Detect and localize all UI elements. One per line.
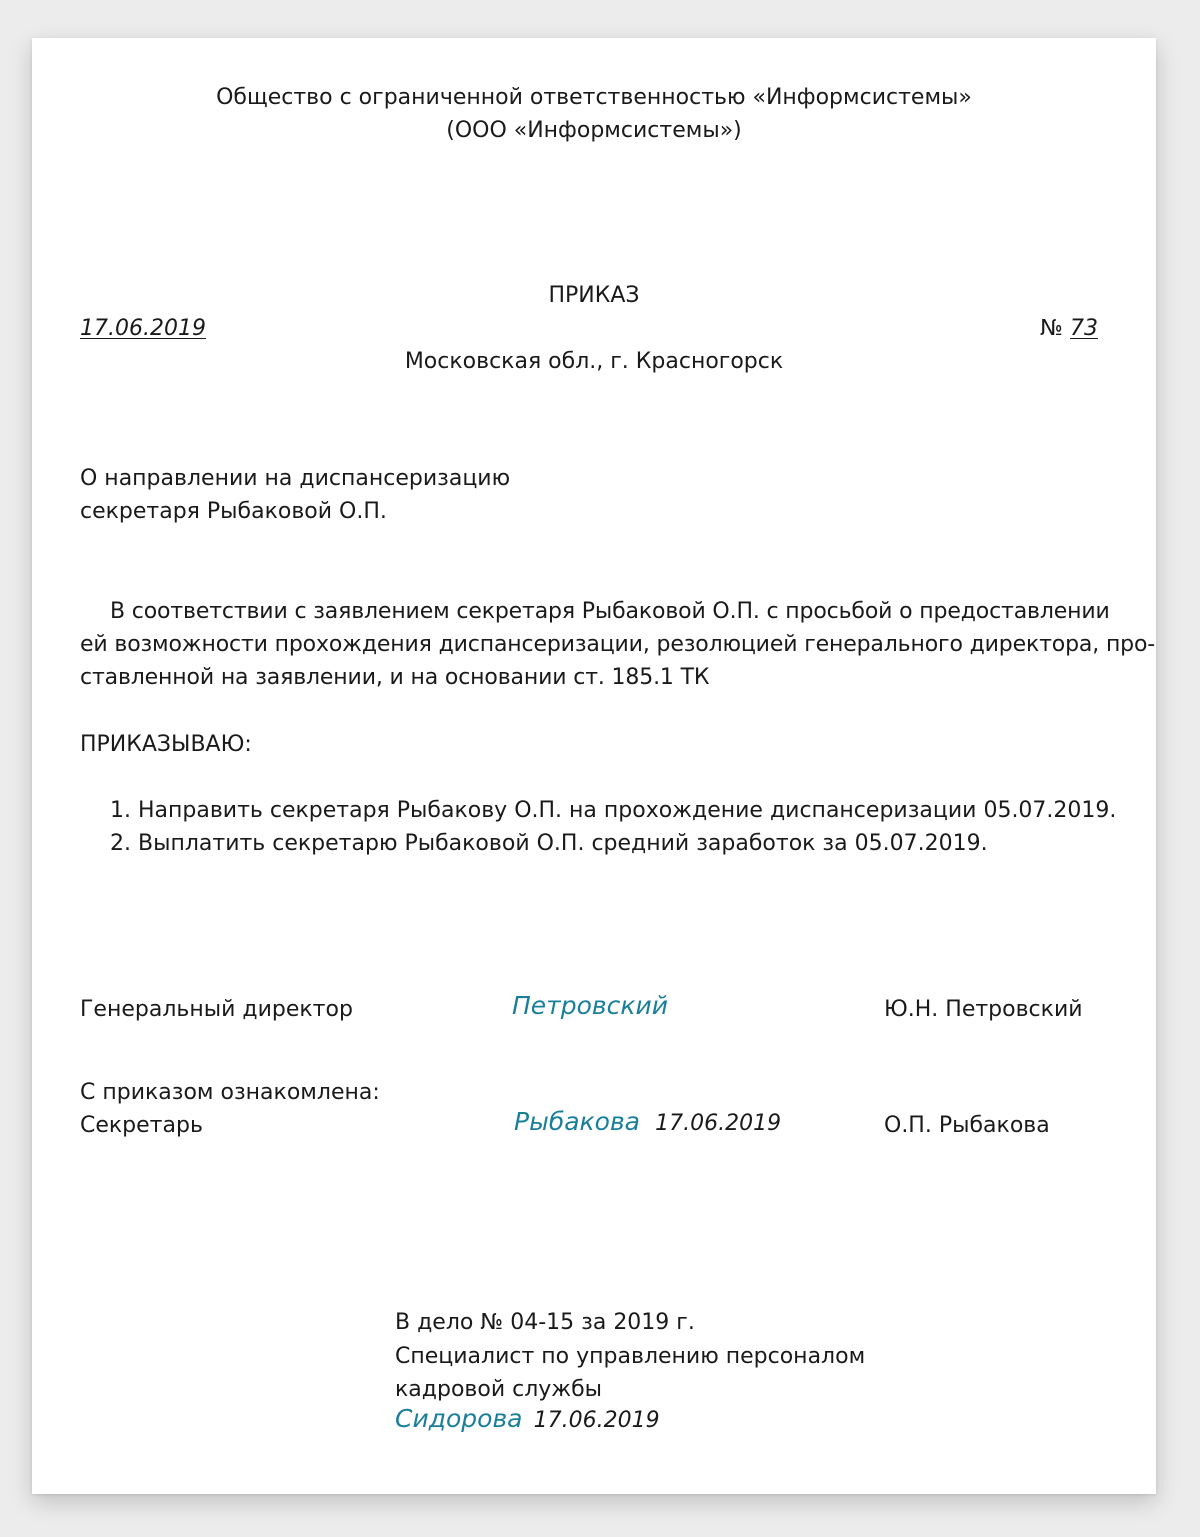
director-signature: Петровский (512, 991, 668, 1020)
order-word: ПРИКАЗЫВАЮ: (80, 732, 252, 757)
order-number-prefix: № (1040, 316, 1063, 341)
acknowledgement-position: Секретарь (80, 1113, 203, 1138)
order-number-block (1040, 312, 1098, 345)
order-date: 17.06.2019 (80, 316, 206, 341)
filing-signature: Сидорова (395, 1404, 523, 1433)
body-line-2: ей возможности прохождения диспансеризации, резолюцией генерального директора, про- (80, 632, 1156, 657)
filing-line-3: кадровой службы (395, 1377, 603, 1402)
filing-date: 17.06.2019 (533, 1408, 660, 1433)
org-short-name: (ООО «Информсистемы») (446, 118, 742, 143)
acknowledgement-date: 17.06.2019 (655, 1111, 782, 1136)
filing-line-2: Специалист по управлению персоналом (395, 1344, 866, 1369)
body-line-3: ставленной на заявлении, и на основании ст. 185.1 ТК (80, 665, 710, 690)
order-item-1: 1. Направить секретаря Рыбакову О.П. на прохождение диспансеризации 05.07.2019. (110, 798, 1117, 823)
filing-signature-block (395, 1404, 660, 1433)
order-item-2: 2. Выплатить секретарю Рыбаковой О.П. средний заработок за 05.07.2019. (110, 831, 988, 856)
order-title: ПРИКАЗ (548, 283, 640, 308)
body-line-1: В соответствии с заявлением секретаря Рыбаковой О.П. с просьбой о предоставлении (110, 599, 1110, 624)
acknowledgement-signature: Рыбакова (514, 1107, 641, 1136)
subject-line-2: секретаря Рыбаковой О.П. (80, 499, 387, 524)
acknowledgement-name: О.П. Рыбакова (884, 1113, 1050, 1138)
director-name: Ю.Н. Петровский (884, 997, 1083, 1022)
org-full-name: Общество с ограниченной ответственностью «Информсистемы» (216, 85, 972, 110)
acknowledgement-label: С приказом ознакомлена: (80, 1080, 380, 1105)
acknowledgement-signature-block (514, 1107, 781, 1136)
subject-line-1: О направлении на диспансеризацию (80, 466, 511, 491)
filing-line-1: В дело № 04-15 за 2019 г. (395, 1310, 695, 1335)
director-position: Генеральный директор (80, 997, 353, 1022)
order-number: 73 (1070, 316, 1098, 341)
document-page (32, 38, 1156, 1494)
order-place: Московская обл., г. Красногорск (404, 349, 784, 374)
